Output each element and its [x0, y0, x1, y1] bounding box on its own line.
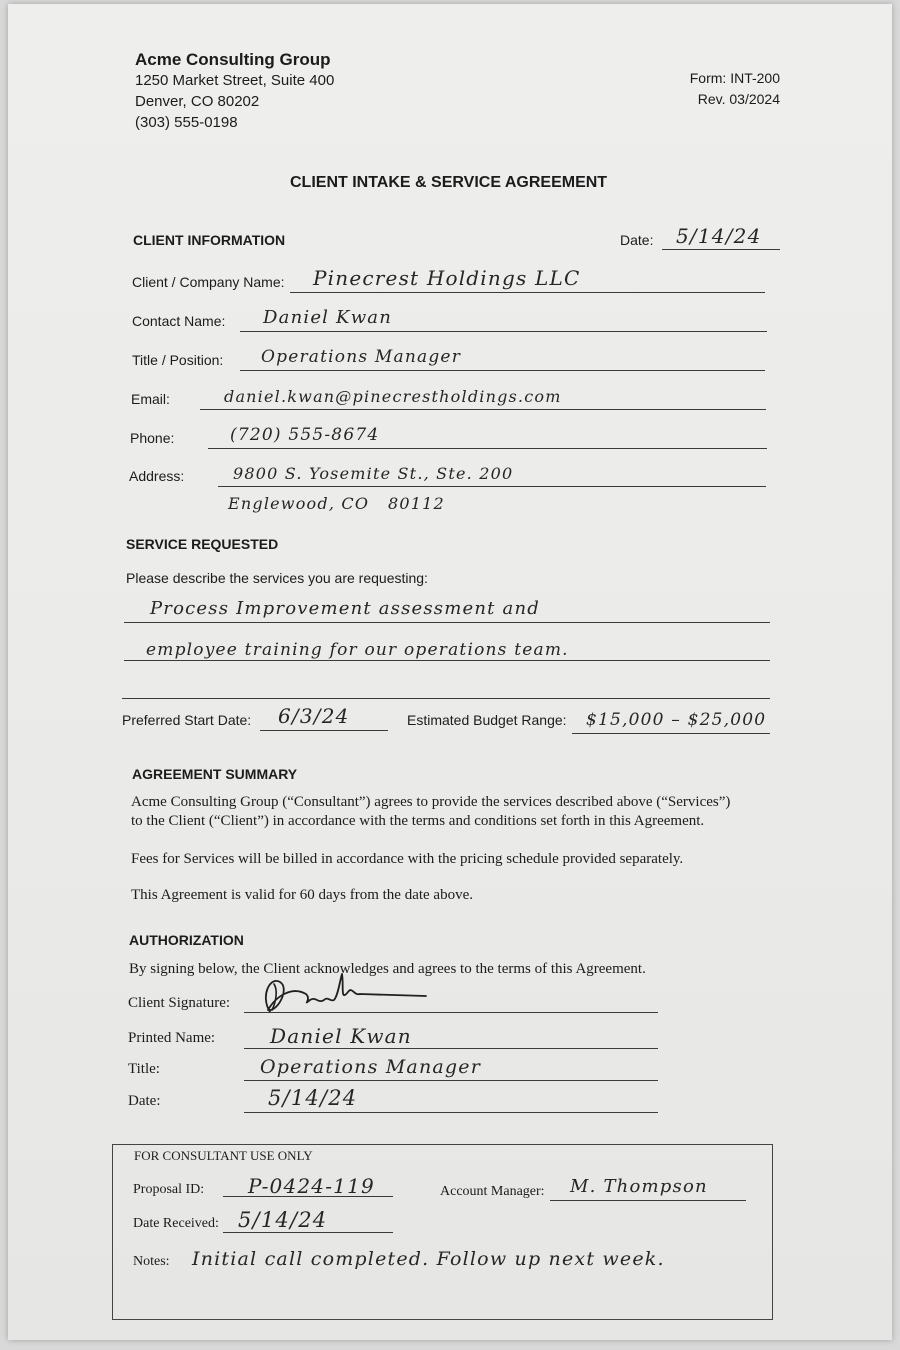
budget-label: Estimated Budget Range: — [407, 712, 567, 728]
document-title: CLIENT INTAKE & SERVICE AGREEMENT — [290, 174, 608, 191]
service-line2: employee training for our operations team. — [146, 640, 569, 660]
company-name-value: Pinecrest Holdings LLC — [313, 266, 581, 290]
proposal-id-label: Proposal ID: — [133, 1182, 205, 1197]
signature-label: Client Signature: — [128, 995, 231, 1011]
contact-name-value: Daniel Kwan — [263, 307, 393, 328]
form-number: Form: INT-200 — [689, 70, 780, 86]
printed-name-label: Printed Name: — [128, 1030, 216, 1046]
agreement-paragraph-1a: Acme Consulting Group (“Consultant”) agrees to provide the services described above (“Services”) — [131, 794, 731, 810]
title-position-value: Operations Manager — [261, 347, 462, 367]
contact-name-label: Contact Name: — [132, 313, 226, 329]
consultant-heading: FOR CONSULTANT USE ONLY — [134, 1148, 313, 1163]
budget-value: $15,000 – $25,000 — [586, 710, 767, 730]
date-received-value: 5/14/24 — [238, 1208, 328, 1232]
auth-date-value: 5/14/24 — [268, 1086, 358, 1110]
notes-value: Initial call completed. Follow up next week. — [192, 1248, 665, 1270]
service-line1: Process Improvement assessment and — [150, 598, 540, 619]
authorization-statement: By signing below, the Client acknowledges and agrees to the terms of this Agreement. — [129, 961, 646, 977]
auth-date-label: Date: — [128, 1093, 161, 1109]
paper-sheet — [8, 4, 892, 1340]
company-street: 1250 Market Street, Suite 400 — [135, 72, 335, 89]
agreement-paragraph-2: Fees for Services will be billed in accordance with the pricing schedule provided separately. — [131, 851, 684, 867]
start-date-label: Preferred Start Date: — [122, 712, 252, 728]
account-manager-value: M. Thompson — [570, 1176, 708, 1197]
printed-name-value: Daniel Kwan — [270, 1024, 412, 1048]
title-position-label: Title / Position: — [132, 352, 224, 368]
phone-value: (720) 555-8674 — [230, 425, 380, 445]
phone-label: Phone: — [130, 430, 175, 446]
agreement-paragraph-1b: to the Client (“Client”) in accordance with the terms and conditions set forth in this Agreement. — [131, 813, 705, 829]
company-name: Acme Consulting Group — [135, 50, 331, 69]
date-received-label: Date Received: — [133, 1216, 219, 1231]
address-line2: Englewood, CO 80112 — [228, 494, 445, 513]
consultant-use-box — [112, 1144, 773, 1320]
date-label: Date: — [620, 232, 654, 248]
address-label: Address: — [129, 468, 185, 484]
notes-label: Notes: — [133, 1254, 170, 1269]
authorization-heading: AUTHORIZATION — [129, 932, 244, 948]
service-heading: SERVICE REQUESTED — [126, 536, 279, 552]
date-value: 5/14/24 — [676, 224, 762, 248]
auth-title-value: Operations Manager — [260, 1056, 482, 1078]
service-prompt: Please describe the services you are requesting: — [126, 570, 428, 586]
email-label: Email: — [131, 391, 170, 407]
company-phone: (303) 555-0198 — [135, 114, 238, 131]
client-signature — [256, 966, 432, 1016]
address-line1: 9800 S. Yosemite St., Ste. 200 — [233, 464, 514, 483]
form-revision: Rev. 03/2024 — [697, 91, 780, 107]
agreement-paragraph-3: This Agreement is valid for 60 days from the date above. — [131, 887, 473, 903]
account-manager-label: Account Manager: — [440, 1184, 545, 1199]
email-value: daniel.kwan@pinecrestholdings.com — [224, 387, 562, 406]
company-city: Denver, CO 80202 — [135, 93, 260, 110]
proposal-id-value: P-0424-119 — [248, 1174, 375, 1198]
auth-title-label: Title: — [128, 1061, 160, 1077]
start-date-value: 6/3/24 — [278, 704, 350, 728]
client-info-heading: CLIENT INFORMATION — [133, 232, 286, 248]
agreement-heading: AGREEMENT SUMMARY — [132, 766, 298, 782]
company-name-label: Client / Company Name: — [132, 274, 285, 290]
